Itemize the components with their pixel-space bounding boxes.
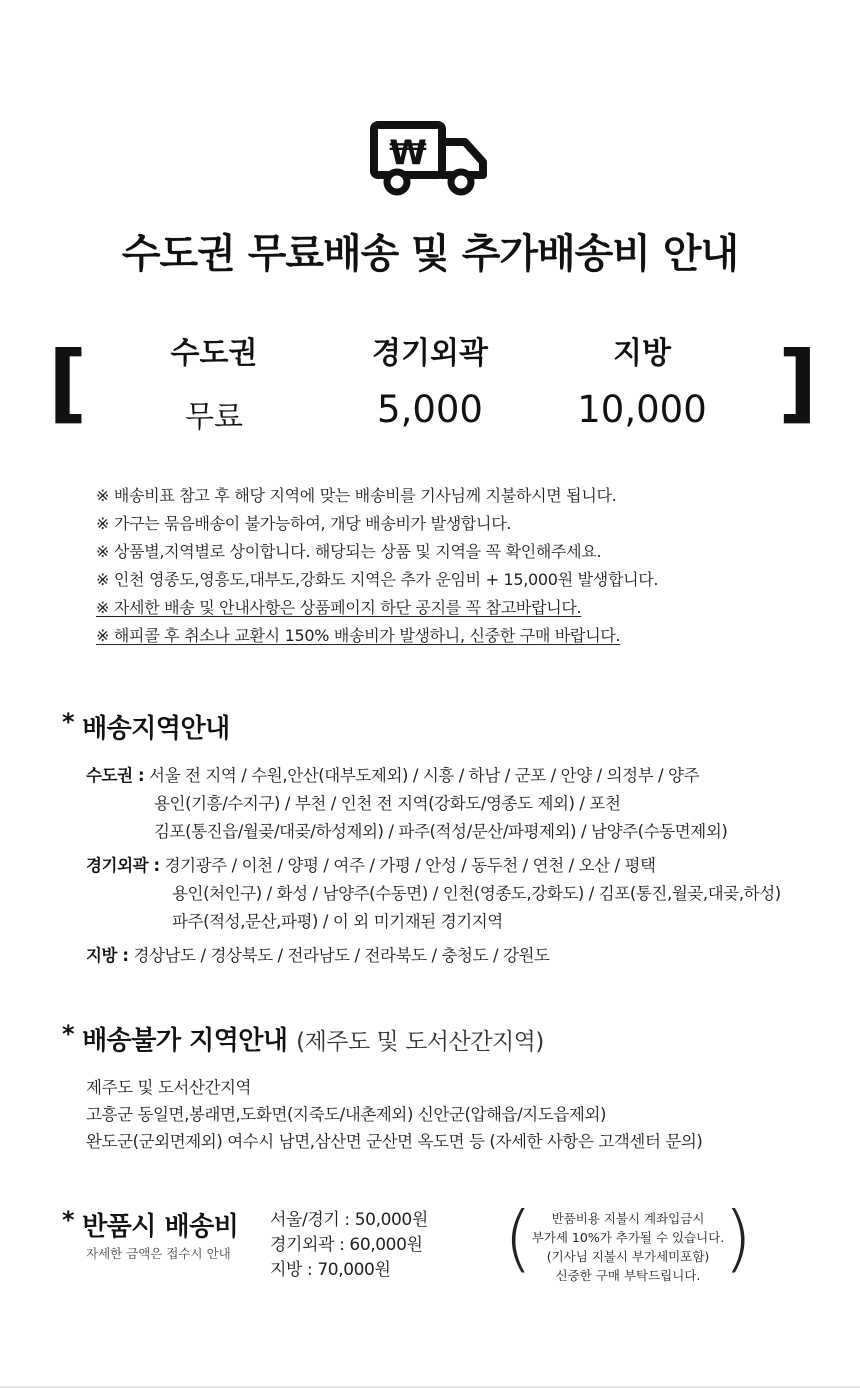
left-paren: ( [504,1196,533,1280]
local-row: 지방 : 경상남도 / 경상북도 / 전라남도 / 전라북도 / 충청도 / 강원도 [86,946,550,965]
outer-row-1: 경기외곽 : 경기광주 / 이천 / 양평 / 여주 / 가평 / 안성 / 동두천 / 연천 / 오산 / 평택 [86,856,656,875]
no-delivery-line: 제주도 및 도서산간지역 [86,1078,252,1097]
return-notice-box [504,1196,752,1286]
note-item-underlined: ※ 해피콜 후 취소나 교환시 150% 배송비가 발생하니, 신중한 구매 바랍니다. [96,626,621,645]
no-delivery-subheading: (제주도 및 도서산간지역) [296,1029,544,1055]
truck-won-icon [369,120,491,200]
won-symbol: ₩ [389,133,427,173]
notice-line: 부가세 10%가 추가될 수 있습니다. [531,1230,725,1245]
no-delivery-line: 완도군(군외면제외) 여수시 남면,삼산면 군산면 옥도면 등 (자세한 사항은 고객센터 문의) [86,1132,703,1151]
page-title: 수도권 무료배송 및 추가배송비 안내 [121,231,739,277]
return-fee-line: 서울/경기 : 50,000원 [270,1210,428,1230]
notice-line: 반품비용 지불시 계좌입금시 [551,1211,705,1226]
return-fee-heading: * 반품시 배송비 [62,1206,239,1242]
outer-row-2: 용인(처인구) / 화성 / 남양주(수동면) / 인천(영종도,강화도) / 김포(통진,월곶,대곶,하성) [172,884,781,903]
rate-fee-local: 10,000 [577,388,707,431]
return-fee-line: 경기외곽 : 60,000원 [270,1235,423,1255]
rate-region-capital: 수도권 [170,336,258,371]
asterisk-icon: * [62,1020,75,1048]
right-paren: ) [723,1196,752,1280]
note-item: ※ 상품별,지역별로 상이합니다. 해당되는 상품 및 지역을 꼭 확인해주세요. [96,542,602,561]
return-fee-line: 지방 : 70,000원 [270,1260,391,1280]
notes-list [96,482,658,650]
local-label: 지방 : [86,946,129,965]
no-delivery-line: 고흥군 동일면,봉래면,도화면(지죽도/내촌제외) 신안군(압해읍/지도읍제외) [86,1105,607,1124]
note-item: ※ 인천 영종도,영흥도,대부도,강화도 지역은 추가 운임비 + 15,000원 발생합니다. [96,570,659,589]
no-delivery-heading: * 배송불가 지역안내 (제주도 및 도서산간지역) [62,1020,544,1056]
asterisk-icon: * [62,708,75,736]
capital-row-3: 김포(통진읍/월곶/대곶/하성제외) / 파주(적성/문산/파평제외) / 남양주(수동면제외) [154,822,728,841]
delivery-area-heading: * 배송지역안내 [62,708,230,744]
rate-region-local: 지방 [613,336,671,371]
notice-line: (기사님 지불시 부가세미포함) [546,1249,710,1264]
right-bracket: ] [778,333,818,433]
note-item: ※ 가구는 묶음배송이 불가능하여, 개당 배송비가 발생합니다. [96,514,512,533]
rate-fee-capital: 무료 [185,400,243,435]
capital-row-1: 수도권 : 서울 전 지역 / 수원,안산(대부도제외) / 시흥 / 하남 / 군포 / 안양 / 의정부 / 양주 [86,766,700,785]
asterisk-icon: * [62,1206,75,1234]
return-fee-subnote: 자세한 금액은 접수시 안내 [86,1246,231,1261]
return-fee-list [270,1208,428,1283]
notice-line: 신중한 구매 부탁드립니다. [555,1268,701,1283]
outer-label: 경기외곽 : [86,856,160,875]
capital-label: 수도권 : [86,766,145,785]
outer-row-3: 파주(적성,문산,파평) / 이 외 미기재된 경기지역 [172,912,503,931]
rate-region-outer: 경기외곽 [372,336,488,371]
left-bracket: [ [48,333,88,433]
note-item-underlined: ※ 자세한 배송 및 안내사항은 상품페이지 하단 공지를 꼭 참고바랍니다. [96,598,582,617]
rate-fee-outer: 5,000 [377,388,483,431]
capital-row-2: 용인(기흥/수지구) / 부천 / 인천 전 지역(강화도/영종도 제외) / 포천 [154,794,621,813]
note-item: ※ 배송비표 참고 후 해당 지역에 맞는 배송비를 기사님께 지불하시면 됩니다. [96,486,617,505]
